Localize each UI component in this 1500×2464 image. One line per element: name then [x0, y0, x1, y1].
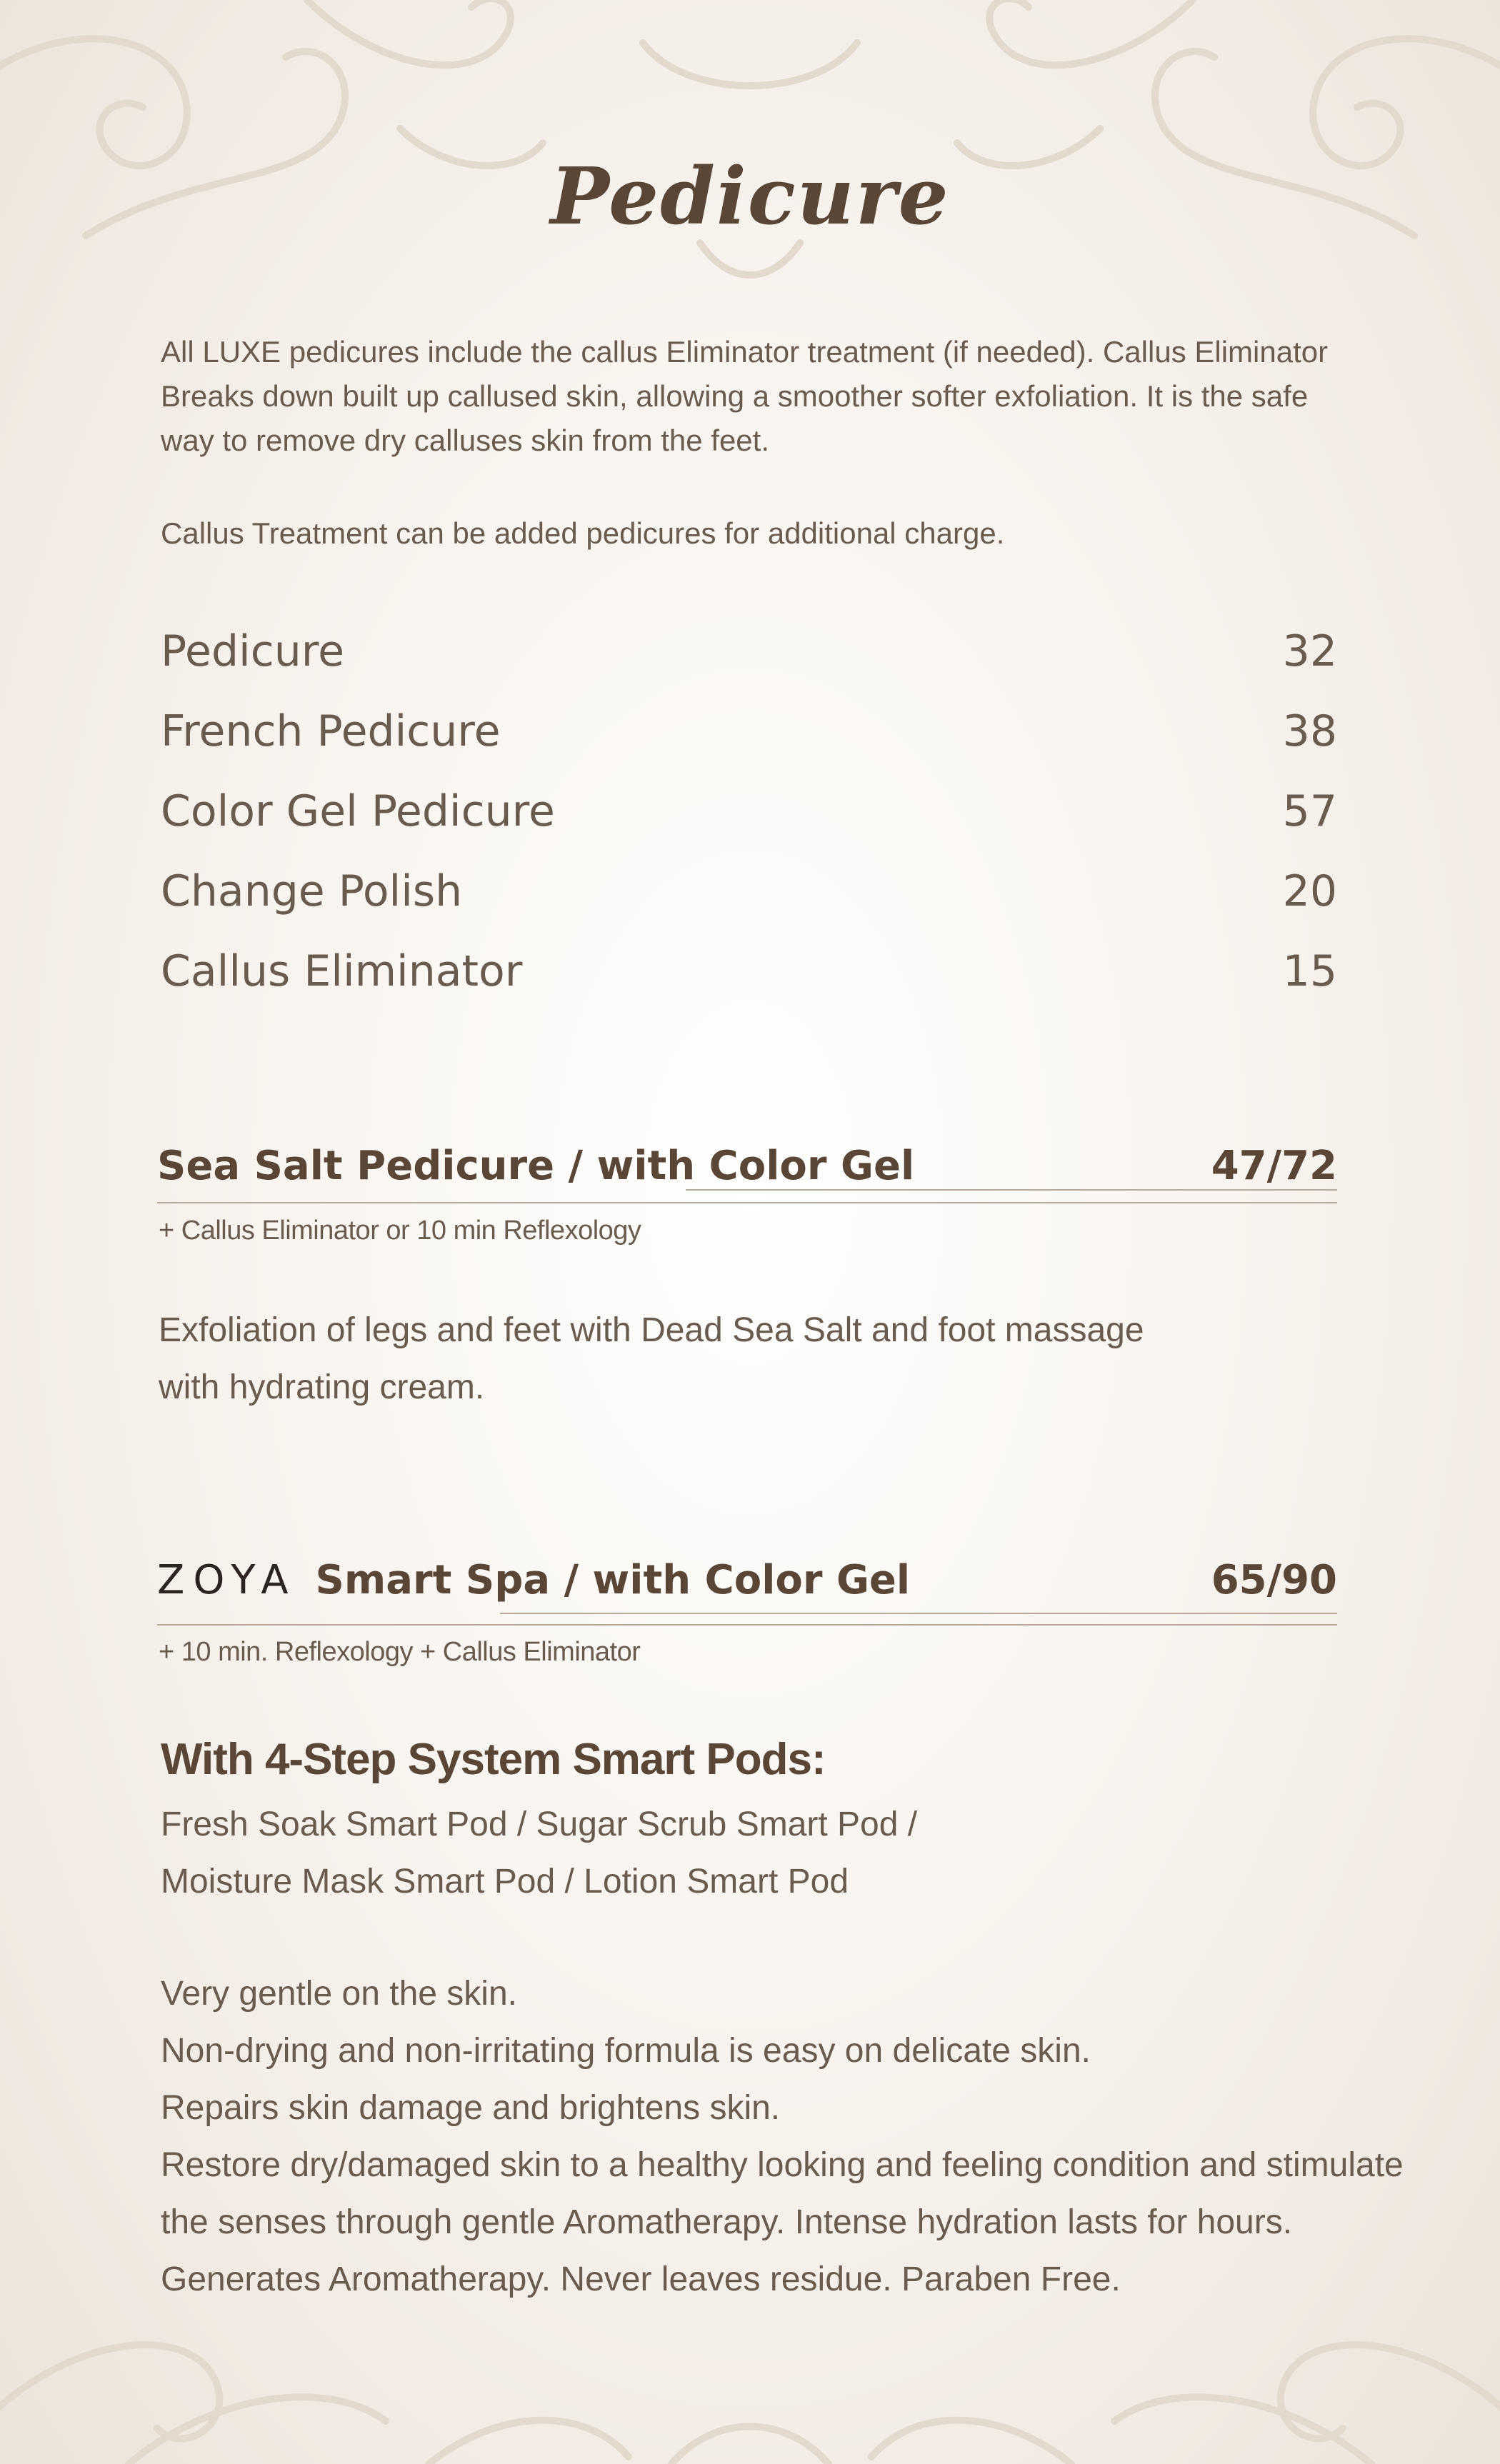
zoya-title: Smart Spa / with Color Gel — [315, 1556, 911, 1603]
benefit-line: Non-drying and non-irritating formula is easy on delicate skin. — [161, 2032, 1091, 2070]
zoya-logo: ZOYA — [157, 1556, 297, 1603]
benefit-line: Generates Aromatherapy. Never leaves residue. Paraben Free. — [161, 2260, 1121, 2298]
sea-salt-header — [157, 1137, 1337, 1194]
smart-pods-heading: With 4-Step System Smart Pods: — [161, 1735, 826, 1784]
price-row-french-pedicure — [161, 691, 1337, 771]
divider-line — [157, 1202, 1337, 1203]
callus-note: Callus Treatment can be added pedicures for additional charge. — [161, 516, 1005, 550]
sea-salt-addons: + Callus Eliminator or 10 min Reflexology — [159, 1216, 641, 1246]
service-price: 32 — [1282, 626, 1337, 676]
price-list — [161, 611, 1337, 1011]
service-name: Change Polish — [161, 866, 463, 916]
smart-pods-line: Fresh Soak Smart Pod / Sugar Scrub Smart Pod / — [161, 1806, 918, 1843]
service-name: Pedicure — [161, 626, 344, 676]
divider-line — [157, 1624, 1337, 1626]
price-row-color-gel-pedicure — [161, 771, 1337, 851]
divider-line — [500, 1613, 1337, 1614]
price-row-change-polish — [161, 851, 1337, 931]
zoya-price: 65/90 — [1211, 1556, 1337, 1603]
page-title: Pedicure — [550, 150, 950, 242]
divider-line — [686, 1189, 1337, 1191]
sea-salt-title: Sea Salt Pedicure / with Color Gel — [157, 1142, 915, 1189]
sea-salt-price: 47/72 — [1211, 1142, 1337, 1189]
service-price: 38 — [1282, 706, 1337, 756]
smart-pods-line: Moisture Mask Smart Pod / Lotion Smart Pod — [161, 1863, 849, 1900]
sea-salt-description-line: with hydrating cream. — [159, 1368, 485, 1406]
service-price: 15 — [1282, 946, 1337, 996]
service-name: Color Gel Pedicure — [161, 786, 555, 836]
service-price: 57 — [1282, 786, 1337, 836]
price-row-pedicure — [161, 611, 1337, 691]
service-price: 20 — [1282, 866, 1337, 916]
benefit-line: Restore dry/damaged skin to a healthy looking and feeling condition and stimulate — [161, 2146, 1404, 2184]
benefit-line: Repairs skin damage and brightens skin. — [161, 2089, 781, 2127]
zoya-addons: + 10 min. Reflexology + Callus Eliminator — [159, 1637, 641, 1667]
benefit-line: the senses through gentle Aromatherapy. Intense hydration lasts for hours. — [161, 2203, 1293, 2241]
service-name: Callus Eliminator — [161, 946, 523, 996]
price-row-callus-eliminator — [161, 931, 1337, 1011]
zoya-header — [157, 1551, 1337, 1608]
intro-paragraph: All LUXE pedicures include the callus Eliminator treatment (if needed). Callus Eliminator Breaks down built up callused skin, allowing a smoother softer exfoliation. It is the safe way to remove dry calluses skin from the feet. — [161, 335, 1329, 457]
benefit-line: Very gentle on the skin. — [161, 1975, 517, 2013]
zoya-title-group — [157, 1557, 910, 1603]
sea-salt-description-line: Exfoliation of legs and feet with Dead Sea Salt and foot massage — [159, 1311, 1144, 1349]
service-name: French Pedicure — [161, 706, 501, 756]
